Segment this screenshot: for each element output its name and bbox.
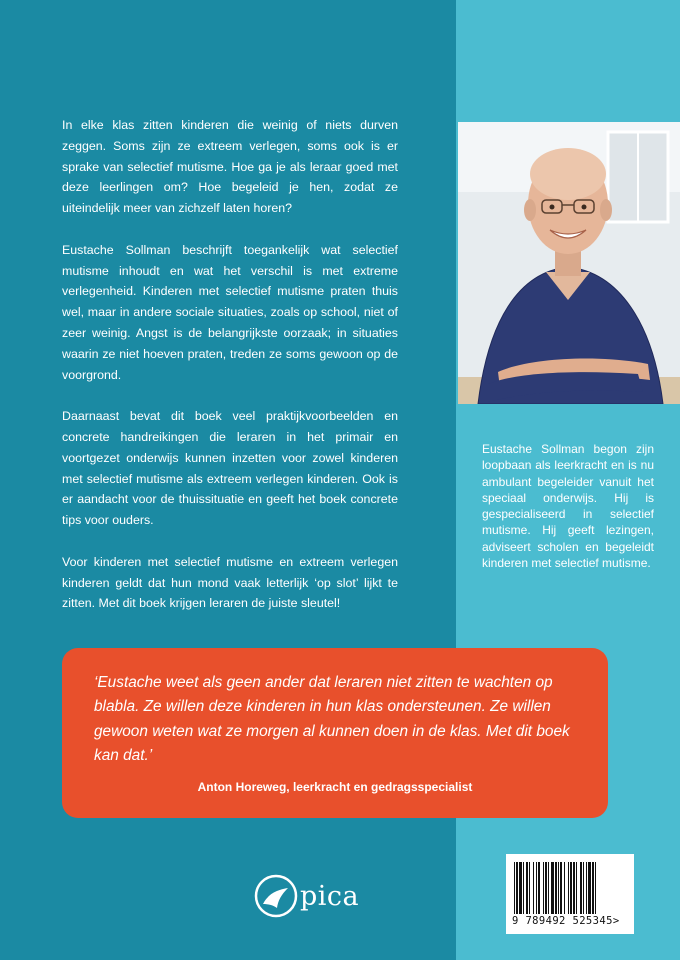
- author-bio: Eustache Sollman begon zijn loopbaan als leerkracht en is nu ambulant begeleider vanuit het speciaal onderwijs. Hij is gespecialiseerd in selectief mutisme. Hij geeft lezingen, adviseert scholen en begeleidt kinderen met selectief mutisme.: [482, 442, 654, 571]
- barcode-bar: [514, 862, 515, 914]
- barcode-bar: [551, 862, 554, 914]
- quote-text: ‘Eustache weet als geen ander dat leraren niet zitten te wachten op blabla. Ze willen deze kinderen in hun klas ondersteunen. Ze willen gewoon weten wat ze morgen al kunnen doen in de klas. Met dit boek kan dat.’: [94, 674, 570, 765]
- barcode-bar: [533, 862, 534, 914]
- barcode-bar: [588, 862, 591, 914]
- barcode-bar: [523, 862, 524, 914]
- barcode-bar: [580, 862, 582, 914]
- barcode-bar: [558, 862, 559, 914]
- barcode-bar: [536, 862, 537, 914]
- blurb-paragraph-4: Voor kinderen met selectief mutisme en extreem verlegen kinderen geldt dat hun mond vaak letterlijk ‘op slot’ lijkt te zitten. Met dit boek krijgen leraren de juiste sleutel!: [62, 554, 398, 611]
- barcode-bar: [555, 862, 557, 914]
- barcode-bar: [526, 862, 528, 914]
- barcode-bar: [595, 862, 596, 914]
- isbn-digits: 9 789492 525345: [512, 915, 613, 927]
- barcode-bar: [543, 862, 544, 914]
- blurb-paragraph-3: Daarnaast bevat dit boek veel praktijkvoorbeelden en concrete handreikingen die leraren in het primair en voortgezet onderwijs kunnen inzetten voor zowel kinderen met selectief mutisme als extreem verlegen kinderen. Ook is er aandacht voor de thuissituatie en geeft het boek concrete tips voor ouders.: [62, 409, 398, 528]
- isbn-number: [512, 915, 628, 927]
- barcode-bar: [548, 862, 549, 914]
- quote-attribution: Anton Horeweg, leerkracht en gedragsspecialist: [197, 780, 473, 794]
- author-photo: [458, 122, 680, 404]
- barcode-bar: [516, 862, 518, 914]
- book-logo-icon: [254, 874, 298, 918]
- blurb-paragraph-1: In elke klas zitten kinderen die weinig of niets durven zeggen. Soms zijn ze extreem verlegen, soms ook is er sprake van selectief mutisme. Hoe ga je als leraar goed met deze leerlingen om? Hoe begeleid je hen, zodat ze uiteindelijk meer van zichzelf laten horen?: [62, 118, 398, 216]
- publisher-name: pica: [300, 880, 360, 912]
- barcode-bars: [512, 862, 628, 914]
- barcode-bar: [570, 862, 572, 914]
- barcode-bar: [545, 862, 547, 914]
- barcode-bar: [560, 862, 562, 914]
- barcode-bar: [538, 862, 540, 914]
- publisher-logo: [254, 874, 359, 918]
- blurb: [62, 115, 398, 635]
- barcode-bar: [592, 862, 594, 914]
- barcode-bar: [529, 862, 530, 914]
- blurb-paragraph-2: Eustache Sollman beschrijft toegankelijk wat selectief mutisme inhoudt en wat het verschil is met extreme verlegenheid. Kinderen met selectief mutisme praten thuis wel, maar in andere sociale situaties, zoals op school, niet of zeer weinig. Angst is de belangrijkste oorzaak; in situaties waarin ze niet hoeven praten, treden ze soms gewoon op de voorgrond.: [62, 242, 398, 382]
- barcode-bar: [573, 862, 575, 914]
- isbn-addon: >: [612, 915, 620, 927]
- barcode-bar: [586, 862, 587, 914]
- barcode-bar: [576, 862, 577, 914]
- barcode-bar: [583, 862, 584, 914]
- barcode-bar: [519, 862, 522, 914]
- quote-box: [62, 648, 608, 818]
- barcode-bar: [564, 862, 565, 914]
- barcode-bar: [568, 862, 569, 914]
- isbn-barcode: [506, 854, 634, 934]
